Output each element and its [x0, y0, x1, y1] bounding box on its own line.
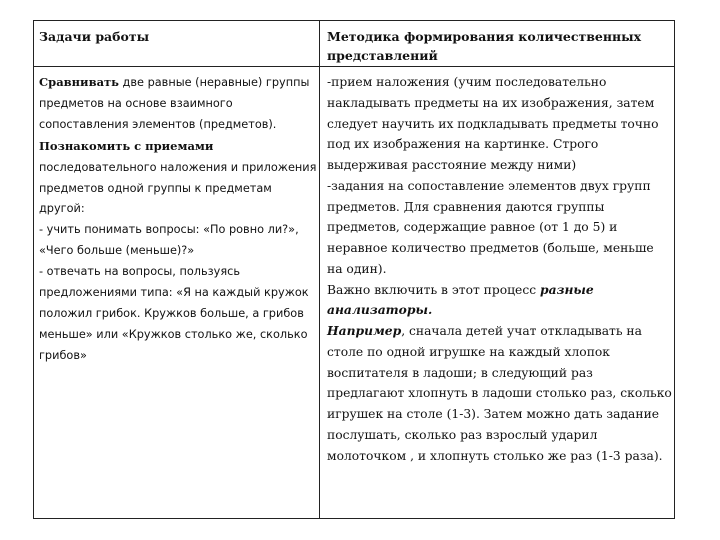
methodology-cell	[327, 72, 672, 466]
header-methodology: Методика формирования количественных представлений	[327, 29, 642, 63]
tasks-cell	[39, 72, 317, 367]
method-example-text: , сначала детей учат откладывать на столе по одной игрушке на каждый хлопок воспитателя в ладоши; в следующий раз предлагают хлопнуть в ладоши столько раз, сколько игрушек на столе (1-3). Затем можно дать задание послушать, сколько раз взрослый ударил молоточком , и хлопнуть столько же раз (1-3 раза).	[327, 324, 672, 463]
method-paragraph-overlay: -прием наложения (учим последовательно накладывать предметы на их изображения, затем следует научить их подкладывать предметы точно под их изображения на картинке. Строго выдерживая расстояние между ними)	[327, 75, 659, 172]
tasks-compare-bold: Сравнивать	[39, 75, 119, 89]
tasks-paragraph-compare	[39, 72, 317, 136]
methodology-table	[33, 20, 675, 519]
tasks-paragraph-introduce	[39, 136, 317, 221]
method-analyzers-text: Важно включить в этот процесс	[327, 282, 541, 297]
method-paragraph-example	[327, 321, 672, 466]
tasks-paragraph-answers: - отвечать на вопросы, пользуясь предложениями типа: «Я на каждый кружок положил грибок. Кружков больше, а грибов меньше» или «Кружков столько же, сколько грибов»	[39, 265, 309, 362]
header-tasks: Задачи работы	[39, 29, 150, 44]
header-divider	[34, 66, 674, 67]
tasks-introduce-text: последовательного наложения и приложения предметов одной группы к предметам другой:	[39, 160, 317, 216]
column-divider	[319, 21, 320, 518]
method-paragraph-analyzers	[327, 280, 672, 322]
method-paragraph-comparison: -задания на сопоставление элементов двух групп предметов. Для сравнения даются группы предметов, содержащие равное (от 1 до 5) и неравное количество предметов (больше, меньше на один).	[327, 178, 654, 276]
method-analyzers-emphasis: разные анализаторы.	[327, 281, 594, 318]
method-example-emphasis: Например	[327, 323, 402, 338]
tasks-compare-text: две равные (неравные) группы предметов на основе взаимного сопоставления элементов (предметов).	[39, 76, 310, 131]
tasks-paragraph-questions: - учить понимать вопросы: «По ровно ли?», «Чего больше (меньше)?»	[39, 223, 299, 258]
tasks-introduce-bold: Познакомить с приемами	[39, 138, 214, 153]
